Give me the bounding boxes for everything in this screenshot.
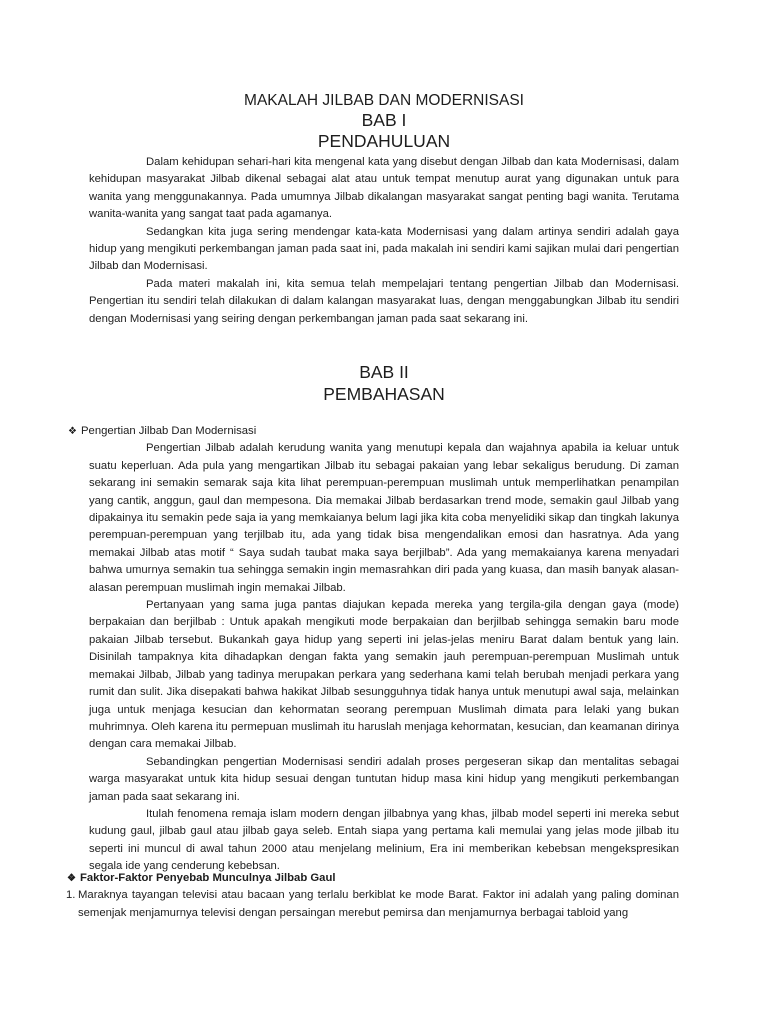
chapter-1-paragraph: Sedangkan kita juga sering mendengar kata-kata Modernisasi yang dalam artinya sendiri adalah gaya hidup yang mengikuti perkembangan jaman pada saat ini, pada makalah ini sendiri kami sajikan mulai dari pengertian Jilbab dan Modernisasi. — [89, 225, 679, 273]
section-paragraph: Pengertian Jilbab adalah kerudung wanita yang menutupi kepala dan wajahnya apabila ia keluar untuk suatu keperluan. Ada pula yang mengartikan Jilbab itu sebagai pakaian yang lebar sekaligus berudung. Di zaman sekarang ini semakin semarak saja kita lihat perempuan-perempuan muslimah untuk memperlihatkan penampilan yang cantik, anggun, gaul dan mempesona. Dia memakai Jilbab berdasarkan trend mode, semakin gaul Jilbab yang dipakainya itu semakin pede saja ia yang memkaianya belum lagi jika kita coba menyelidiki sikap dan tingkah lakunya perempuan-perempuan yang terjilbab itu, ada yang tidak bisa mengendalikan emosi dan hasratnya. Ada yang memakai Jilbab atas motif “ Saya sudah taubat maka saya berjilbab”. Ada yang memakaianya karena menyadari bahwa umurnya semakin tua sehingga semakin ingin memasrahkan diri pada yang kuasa, dan masih banyak alasan-alasan perempuan muslimah ingin memakai Jilbab. — [89, 442, 679, 594]
list-item-number: 1. — [66, 889, 76, 902]
section-paragraph: Sebandingkan pengertian Modernisasi sendiri adalah proses pergeseran sikap dan mentalitas sebagai warga masyarakat untuk kita hidup sesuai dengan tuntutan hidup masa kini hidup yang mengikuti perkembangan jaman pada saat sekarang ini. — [89, 755, 679, 803]
chapter-1-title: PENDAHULUAN — [317, 131, 451, 151]
diamond-bullet-icon: ❖ — [67, 873, 76, 885]
document-title: MAKALAH JILBAB DAN MODERNISASI — [244, 92, 524, 109]
section-heading-text: Pengertian Jilbab Dan Modernisasi — [81, 425, 257, 437]
chapter-1-paragraph: Dalam kehidupan sehari-hari kita mengenal kata yang disebut dengan Jilbab dan kata Modernisasi, dalam kehidupan masyarakat Jilbab dikenal sebagai alat atau untuk tempat menutup aurat yang digunakan untuk para wanita yang menggunakannya. Pada umumnya Jilbab dikalangan masyarakat sangat penting bagi wanita. Terutama wanita-wanita yang sangat taat pada agamanya. — [89, 156, 679, 221]
chapter-2-title: PEMBAHASAN — [323, 384, 445, 404]
diamond-bullet-icon: ❖ — [68, 426, 77, 438]
chapter-2-label: BAB II — [359, 362, 409, 382]
factor-list — [66, 887, 679, 922]
chapter-1-paragraph: Pada materi makalah ini, kita semua telah mempelajari tentang pengertian Jilbab dan Modernisasi. Pengertian itu sendiri telah dilakukan di dalam kalangan masyarakat luas, dengan menggabungkan Jilbab itu sendiri dengan Modernisasi yang seiring dengan perkembangan jaman pada saat sekarang ini. — [89, 277, 679, 325]
section-heading — [67, 423, 679, 440]
section-faktor — [66, 870, 679, 922]
list-item-text: Maraknya tayangan televisi atau bacaan yang terlalu berkiblat ke mode Barat. Faktor ini adalah yang paling dominan semenjak menjamurnya televisi dengan persaingan merebut pemirsa dan menjamurnya berbagai tabloid yang — [78, 889, 679, 919]
section-paragraph: Itulah fenomena remaja islam modern dengan jilbabnya yang khas, jilbab model seperti ini mereka sebut kudung gaul, jilbab gaul atau jilbab gaya seleb. Entah siapa yang pertama kali memulai yang jelas mode jilbab itu seperti ini muncul di awal tahun 2000 atau menjelang melinium, Era ini memberikan kebebsan mengekspresikan segala ide yang cenderung kebebsan. — [89, 807, 679, 873]
chapter-1-label: BAB I — [361, 110, 407, 130]
list-item — [66, 887, 679, 922]
section-paragraph: Pertanyaan yang sama juga pantas diajukan kepada mereka yang tergila-gila dengan gaya (mode) berpakaian dan berjilbab : Untuk apakah mengikuti mode berpakaian dan berjilbab sehingga semakin baru mode pakaian Jilbab tersebut. Bukankah gaya hidup yang seperti ini jelas-jelas meniru Barat dalam bentuk yang lain. Disinilah tampaknya kita dihadapkan dengan fakta yang semakin jauh perempuan-perempuan Muslimah untuk memakai Jilbab, Jilbab yang tadinya merupakan perkara yang sederhana kami telah berubah menjadi perkara yang rumit dan sulit. Jika disepakati bahwa hakikat Jilbab sesungguhnya tidak hanya untuk menutupi awal saja, melainkan juga untuk menjaga kesucian dan kehormatan seorang perempuan Muslimah dimata para lelaki yang bukan muhrimnya. Oleh karena itu permepuan muslimah itu haruslah menjaga kehormatan, kesucian, dan keamanan dirinya dengan cara memakai Jilbab. — [89, 599, 679, 751]
section-heading — [66, 870, 679, 887]
chapter-1-body — [89, 154, 679, 328]
section-heading-text: Faktor-Faktor Penyebab Munculnya Jilbab Gaul — [80, 872, 336, 884]
section-pengertian — [68, 423, 679, 876]
